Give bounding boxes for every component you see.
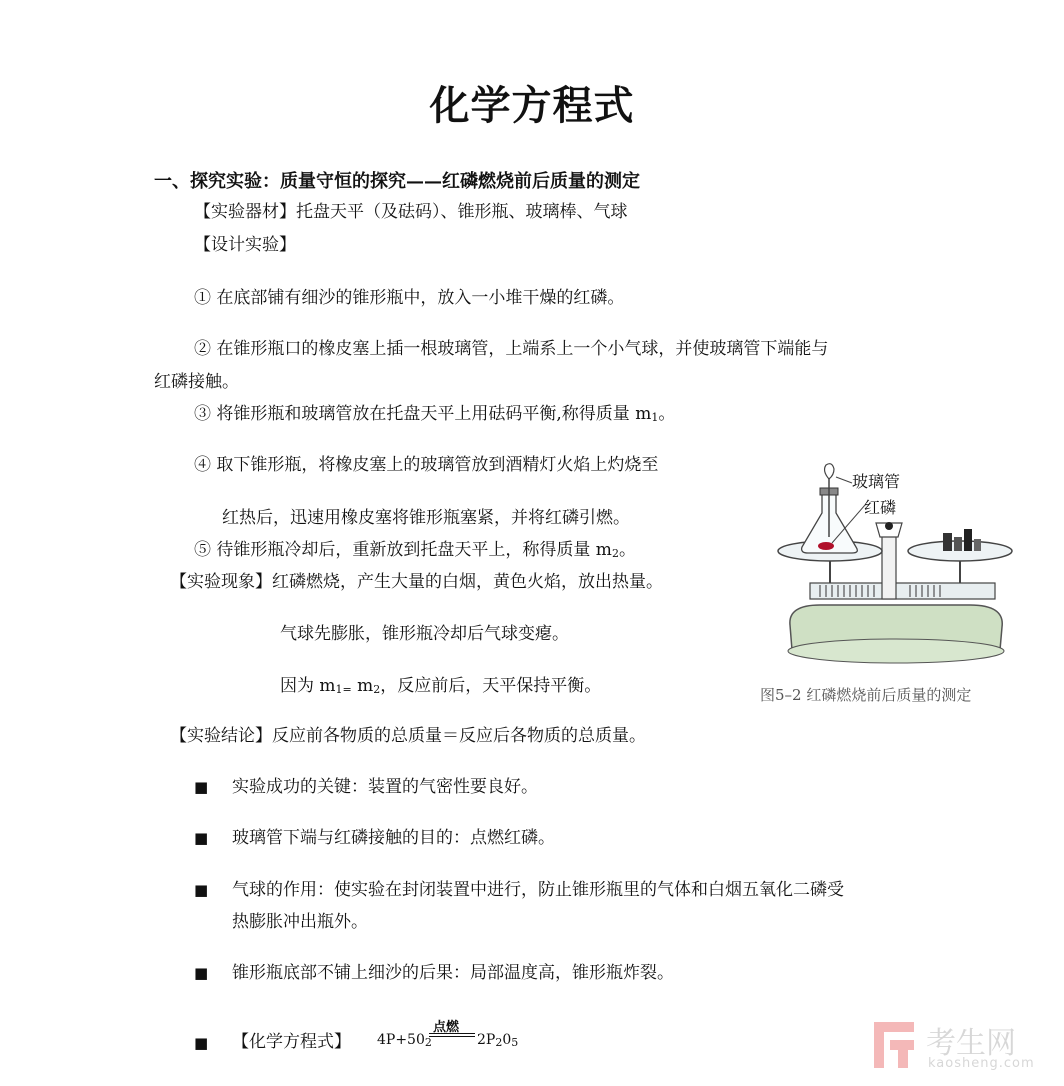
bullet-3: 气球的作用：使实验在封闭装置中进行，防止锥形瓶里的气体和白烟五氧化二磷受 <box>232 880 844 900</box>
bullet-marker: ■ <box>194 881 209 899</box>
bullet-marker: ■ <box>194 778 209 796</box>
bullet-3-cont: 热膨胀冲出瓶外。 <box>232 912 368 932</box>
design-heading: 【设计实验】 <box>194 235 296 255</box>
phenomena-line-2: 气球先膨胀，锥形瓶冷却后气球变瘪。 <box>280 624 569 644</box>
bullet-1: 实验成功的关键：装置的气密性要良好。 <box>232 777 538 797</box>
bullet-marker: ■ <box>194 1034 209 1052</box>
watermark-logo <box>868 1016 1048 1076</box>
bullet-2: 玻璃管下端与红磷接触的目的：点燃红磷。 <box>232 828 555 848</box>
conclusion: 【实验结论】反应前各物质的总质量＝反应后各物质的总质量。 <box>170 726 646 746</box>
bullet-marker: ■ <box>194 829 209 847</box>
step-2: ② 在锥形瓶口的橡皮塞上插一根玻璃管，上端系上一个小气球，并使玻璃管下端能与 <box>194 339 829 359</box>
step-2-cont: 红磷接触。 <box>154 372 239 392</box>
equation-condition: 点燃 <box>433 1020 460 1035</box>
step-5: ⑤ 待锥形瓶冷却后，重新放到托盘天平上，称得质量 $m_2$。 <box>194 540 636 560</box>
bullet-marker: ■ <box>194 964 209 982</box>
watermark-url: kaosheng.com <box>928 1056 1035 1071</box>
figure-caption: 图5–2 红磷燃烧前后质量的测定 <box>760 686 972 704</box>
step-4: ④ 取下锥形瓶，将橡皮塞上的玻璃管放到酒精灯火焰上灼烧至 <box>194 455 659 475</box>
kaosheng-logo-icon <box>868 1016 928 1076</box>
phenomena-line-3: 因为 $m_{1=}$ $m_2$，反应前后，天平保持平衡。 <box>280 676 602 696</box>
figure-label-phosphorus: 红磷 <box>864 498 897 517</box>
bullet-4: 锥形瓶底部不铺上细沙的后果：局部温度高，锥形瓶炸裂。 <box>232 963 674 983</box>
page-title: 化学方程式 <box>429 83 635 129</box>
equation-lhs: $4P+50_2$ <box>377 1032 432 1049</box>
equation-label: 【化学方程式】 <box>232 1032 351 1052</box>
watermark-name: 考生网 <box>926 1026 1016 1061</box>
step-3: ③ 将锥形瓶和玻璃管放在托盘天平上用砝码平衡,称得质量 $m_1$。 <box>194 404 676 424</box>
step-1: ① 在底部铺有细沙的锥形瓶中，放入一小堆干燥的红磷。 <box>194 288 625 308</box>
equation-rhs: $2P_20_5$ <box>477 1032 519 1049</box>
equation-double-bar <box>429 1033 475 1037</box>
equipment-line: 【实验器材】托盘天平（及砝码）、锥形瓶、玻璃棒、气球 <box>194 202 628 222</box>
balance-figure <box>760 455 1035 710</box>
figure-label-tube: 玻璃管 <box>852 472 901 491</box>
phenomena-line-1: 【实验现象】红磷燃烧，产生大量的白烟，黄色火焰，放出热量。 <box>170 572 663 592</box>
section-heading: 一、探究实验：质量守恒的探究——红磷燃烧前后质量的测定 <box>154 171 640 192</box>
step-4-cont: 红热后，迅速用橡皮塞将锥形瓶塞紧，并将红磷引燃。 <box>222 508 630 528</box>
